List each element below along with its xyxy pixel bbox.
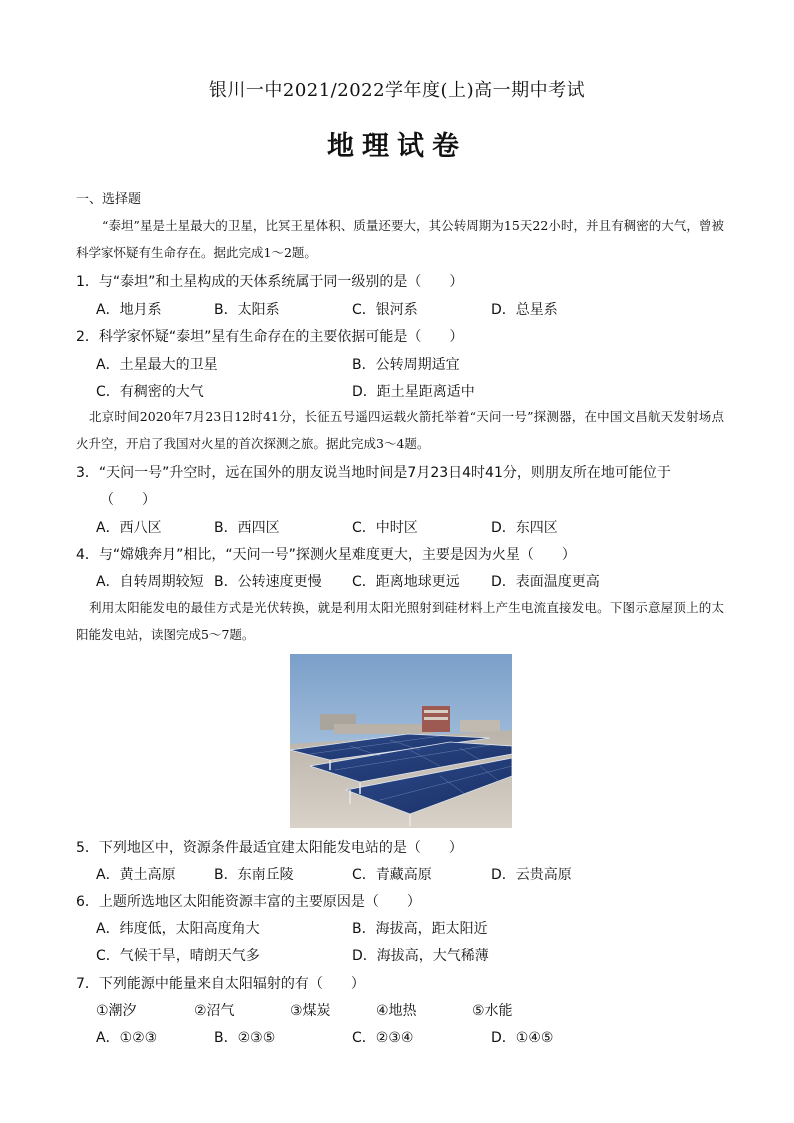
question-5-option-d: D．云贵高原 xyxy=(491,867,572,883)
question-3-option-a: A．西八区 xyxy=(96,520,162,536)
question-3-answer-blank: （ ） xyxy=(100,492,156,508)
question-5: 5．下列地区中，资源条件最适宜建太阳能发电站的是（ ） xyxy=(76,840,463,856)
question-7-option-b: B．②③⑤ xyxy=(214,1030,276,1046)
question-7-item-2: ②沼气 xyxy=(194,1003,235,1019)
question-6: 6．上题所选地区太阳能资源丰富的主要原因是（ ） xyxy=(76,894,421,910)
solar-panel-photo xyxy=(290,654,512,828)
question-7: 7．下列能源中能量来自太阳辐射的有（ ） xyxy=(76,976,365,992)
question-4-option-d: D．表面温度更高 xyxy=(491,574,600,590)
section-heading: 一、选择题 xyxy=(76,192,142,207)
question-3-option-b: B．西四区 xyxy=(214,520,280,536)
question-1-option-c: C．银河系 xyxy=(352,302,418,318)
question-2-option-c: C．有稠密的大气 xyxy=(96,384,204,400)
passage-solar: 利用太阳能发电的最佳方式是光伏转换，就是利用太阳光照射到硅材料上产生电流直接发电。下图示意屋顶上的太阳能发电站，读图完成5～7题。 xyxy=(76,600,724,642)
question-2-option-b: B．公转周期适宜 xyxy=(352,357,460,373)
passage-titan: “泰坦”星是土星最大的卫星，比冥王星体积、质量还要大，其公转周期为15天22小时，并且有稠密的大气，曾被科学家怀疑有生命存在。据此完成1～2题。 xyxy=(76,218,724,260)
question-5-option-c: C．青藏高原 xyxy=(352,867,432,883)
question-6-option-b: B．海拔高，距太阳近 xyxy=(352,921,488,937)
question-4-option-a: A．自转周期较短 xyxy=(96,574,204,590)
question-6-option-c: C．气候干旱，晴朗天气多 xyxy=(96,948,260,964)
solar-panel-illustration xyxy=(290,654,512,828)
question-7-option-a: A．①②③ xyxy=(96,1030,158,1046)
question-6-option-d: D．海拔高，大气稀薄 xyxy=(352,948,489,964)
question-3-option-d: D．东四区 xyxy=(491,520,558,536)
passage-tianwen: 北京时间2020年7月23日12时41分，长征五号遥四运载火箭托举着“天问一号”探测器，在中国文昌航天发射场点火升空，开启了我国对火星的首次探测之旅。据此完成3～4题。 xyxy=(76,409,724,451)
question-7-item-3: ③煤炭 xyxy=(290,1003,331,1019)
question-3: 3．“天问一号”升空时，远在国外的朋友说当地时间是7月23日4时41分，则朋友所在地可能位于 xyxy=(76,465,671,481)
question-5-option-b: B．东南丘陵 xyxy=(214,867,294,883)
question-4-option-c: C．距离地球更远 xyxy=(352,574,460,590)
question-1-option-b: B．太阳系 xyxy=(214,302,280,318)
question-2-option-a: A．土星最大的卫星 xyxy=(96,357,218,373)
question-7-item-5: ⑤水能 xyxy=(472,1003,513,1019)
page-title: 地理试卷 xyxy=(327,131,467,162)
question-4-option-b: B．公转速度更慢 xyxy=(214,574,322,590)
question-5-option-a: A．黄土高原 xyxy=(96,867,176,883)
question-4: 4．与“嫦娥奔月”相比，“天问一号”探测火星难度更大，主要是因为火星（ ） xyxy=(76,547,576,563)
question-3-option-c: C．中时区 xyxy=(352,520,418,536)
question-6-option-a: A．纬度低，太阳高度角大 xyxy=(96,921,260,937)
question-7-option-c: C．②③④ xyxy=(352,1030,414,1046)
question-1: 1．与“泰坦”和土星构成的天体系统属于同一级别的是（ ） xyxy=(76,274,464,290)
question-1-option-a: A．地月系 xyxy=(96,302,162,318)
question-2-option-d: D．距土星距离适中 xyxy=(352,384,475,400)
question-7-item-1: ①潮汐 xyxy=(96,1003,137,1019)
question-7-item-4: ④地热 xyxy=(376,1003,417,1019)
question-1-option-d: D．总星系 xyxy=(491,302,558,318)
question-7-option-d: D．①④⑤ xyxy=(491,1030,554,1046)
school-exam-header: 银川一中2021/2022学年度(上)高一期中考试 xyxy=(208,80,586,101)
question-2: 2．科学家怀疑“泰坦”星有生命存在的主要依据可能是（ ） xyxy=(76,329,464,345)
